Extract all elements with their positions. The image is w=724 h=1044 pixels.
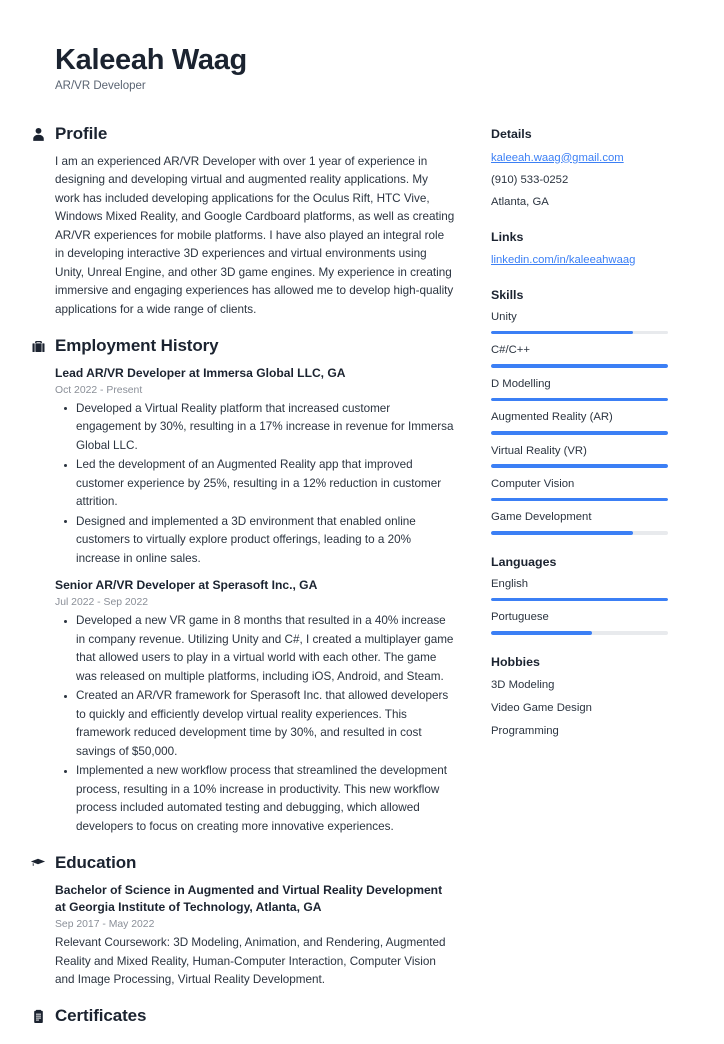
education-entry-description: Relevant Coursework: 3D Modeling, Animation, and Rendering, Augmented Reality and Mixed Reality, Human-Computer Interaction, Computer Vision and Image Processing, Virtual Reality Development.: [55, 936, 446, 986]
section-title-education: Education: [55, 853, 137, 873]
employment-entry: [55, 365, 455, 569]
linkedin-link[interactable]: linkedin.com/in/kaleeahwaag: [491, 253, 636, 266]
resume-columns: [55, 124, 668, 1043]
skill-meter-fill: [491, 531, 633, 535]
certificates-heading: [30, 1006, 455, 1026]
candidate-name: Kaleeah Waag: [55, 44, 247, 76]
skill-meter-fill: [491, 364, 668, 368]
list-item: Created an AR/VR framework for Sperasoft Inc. that allowed developers to quickly and efficiently develop virtual reality experiences. This framework reduced development time by 30%, and resulted in cost savings of $50,000.: [76, 687, 455, 761]
skill-meter-fill: [491, 431, 668, 435]
skill-meter-fill: [491, 498, 668, 502]
certificate-icon: [30, 1009, 46, 1025]
language-meter-fill: [491, 598, 668, 602]
skill-label: Augmented Reality (AR): [491, 411, 613, 424]
language-label: Portuguese: [491, 611, 549, 624]
sidebar-hobbies: [491, 654, 668, 739]
employment-entry-date: Oct 2022 - Present: [55, 384, 143, 396]
sidebar-column: [491, 124, 668, 758]
hobby-item: Video Game Design: [491, 701, 592, 714]
skill-meter: [491, 331, 668, 335]
section-certificates: [55, 1006, 455, 1026]
sidebar-title-links: Links: [491, 229, 524, 244]
skill-label: D Modelling: [491, 377, 551, 390]
education-entry-title: Bachelor of Science in Augmented and Virtual Reality Development at Georgia Institute of Technology, Atlanta, GA: [55, 882, 443, 914]
education-entry: [55, 882, 455, 990]
skill-meter-fill: [491, 331, 633, 335]
list-item: Developed a Virtual Reality platform that increased customer engagement by 30%, resulting in a 17% increase in revenue for Immersa Global LLC.: [76, 400, 455, 455]
language-item: [491, 610, 668, 634]
skill-meter: [491, 498, 668, 502]
skill-item: [491, 343, 668, 367]
sidebar-links: [491, 229, 668, 268]
skill-meter-fill: [491, 398, 668, 402]
profile-text: I am an experienced AR/VR Developer with over 1 year of experience in designing and developing virtual and augmented reality applications. My work has included developing applications for the Oculus Rift, HTC Vive, Windows Mixed Reality, and Google Cardboard platforms, as well as creating AR/VR experiences for mobile platforms. I have also played an integral role in developing interactive 3D experiences and virtual environments using Unity, Unreal Engine, and other 3D game engines. My experience in creating immersive and engaging experiences has allowed me to develop high-quality applications for a wide range of clients.: [55, 154, 455, 316]
language-meter-fill: [491, 631, 592, 635]
education-heading: [30, 853, 455, 873]
skill-item: [491, 477, 668, 501]
employment-entry-title: Lead AR/VR Developer at Immersa Global LLC, GA: [55, 365, 346, 380]
language-label: English: [491, 577, 529, 590]
employment-entry-bullets: [55, 612, 455, 836]
section-title-certificates: Certificates: [55, 1006, 147, 1026]
sidebar-title-languages: Languages: [491, 554, 557, 569]
skill-meter-fill: [491, 464, 668, 468]
employment-entry: [55, 577, 455, 836]
section-title-employment: Employment History: [55, 336, 219, 356]
profile-heading: [30, 124, 455, 144]
language-item: [491, 577, 668, 601]
hobby-item: 3D Modeling: [491, 678, 555, 691]
skill-item: [491, 310, 668, 334]
main-column: [55, 124, 455, 1043]
employment-entry-date: Jul 2022 - Sep 2022: [55, 597, 149, 609]
location-text: Atlanta, GA: [491, 195, 549, 208]
skill-meter: [491, 464, 668, 468]
list-item: Implemented a new workflow process that streamlined the development process, resulting in a 10% increase in productivity. This new workflow process included automated testing and debugging, which allowed developers to focus on creating more innovative experiences.: [76, 762, 455, 836]
skill-label: Computer Vision: [491, 477, 575, 490]
employment-entry-bullets: [55, 400, 455, 568]
employment-entry-title: Senior AR/VR Developer at Sperasoft Inc., GA: [55, 578, 318, 593]
skill-meter: [491, 398, 668, 402]
skill-item: [491, 410, 668, 434]
graduation-cap-icon: [30, 855, 46, 871]
phone-text: (910) 533-0252: [491, 173, 569, 186]
section-profile: [55, 124, 455, 319]
email-link[interactable]: kaleeah.waag@gmail.com: [491, 151, 624, 164]
skill-meter: [491, 531, 668, 535]
skill-item: [491, 444, 668, 468]
briefcase-icon: [30, 338, 46, 354]
sidebar-languages: [491, 554, 668, 635]
skill-label: Virtual Reality (VR): [491, 444, 587, 457]
skill-label: Game Development: [491, 511, 592, 524]
hobby-item: Programming: [491, 724, 559, 737]
skill-meter: [491, 431, 668, 435]
list-item: Designed and implemented a 3D environment that enabled online customers to virtually explore product offerings, leading to a 20% increase in online sales.: [76, 513, 455, 568]
sidebar-details: [491, 126, 668, 209]
person-icon: [30, 127, 46, 143]
skill-label: Unity: [491, 310, 517, 323]
candidate-job-title: AR/VR Developer: [55, 80, 146, 93]
employment-heading: [30, 336, 455, 356]
section-education: [55, 853, 455, 989]
resume-header: [55, 44, 668, 94]
skill-item: [491, 510, 668, 534]
language-meter: [491, 598, 668, 602]
sidebar-skills: [491, 287, 668, 535]
sidebar-title-hobbies: Hobbies: [491, 654, 540, 669]
list-item: Led the development of an Augmented Reality app that improved customer experience by 25%, resulting in a 12% reduction in customer attrition.: [76, 456, 455, 511]
language-meter: [491, 631, 668, 635]
section-title-profile: Profile: [55, 124, 108, 144]
list-item: Developed a new VR game in 8 months that resulted in a 40% increase in company revenue. Utilizing Unity and C#, I created a multiplayer game that allowed users to play in a virtual world with each other. The game was released on multiple platforms, including iOS, Android, and Steam.: [76, 612, 455, 686]
education-entry-date: Sep 2017 - May 2022: [55, 918, 155, 930]
skill-item: [491, 377, 668, 401]
sidebar-title-skills: Skills: [491, 287, 524, 302]
sidebar-title-details: Details: [491, 127, 532, 142]
skill-label: C#/C++: [491, 344, 530, 357]
section-employment: [55, 336, 455, 836]
skill-meter: [491, 364, 668, 368]
